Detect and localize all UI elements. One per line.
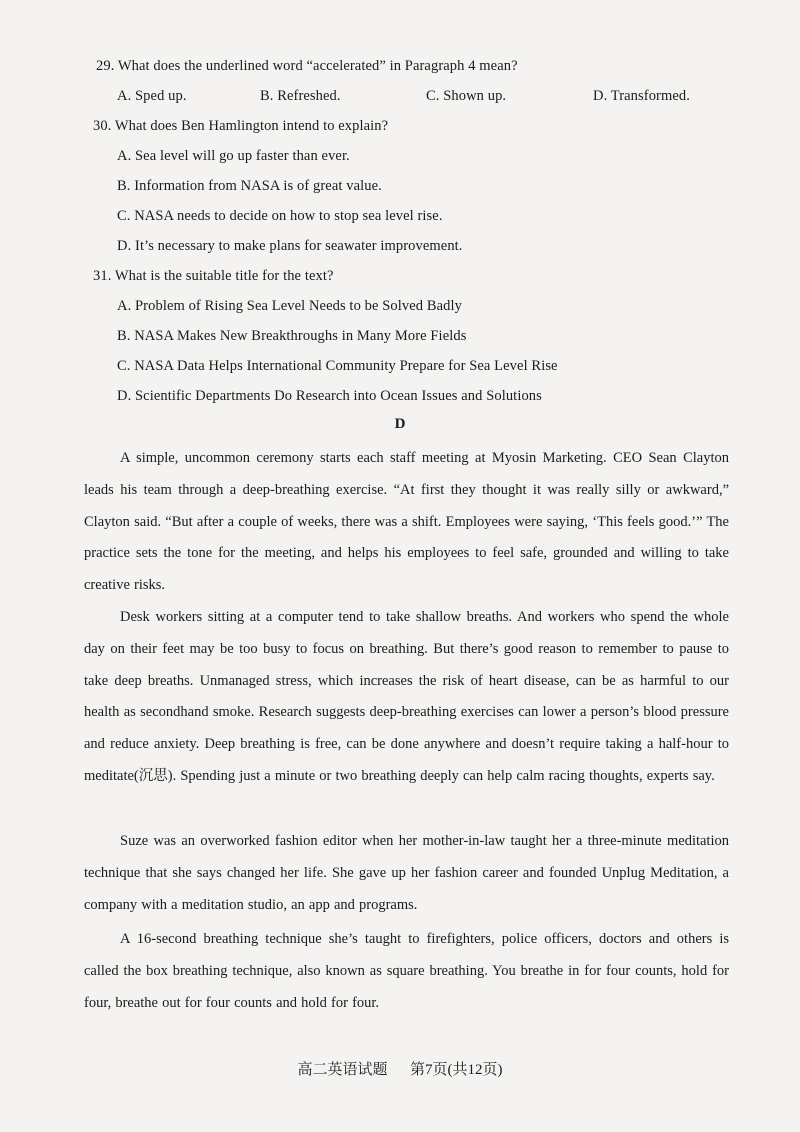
paragraph-text: A 16-second breathing technique she’s taught to firefighters, police officers, doctors and others is called the box breathing technique, also known as square breathing. You breathe in for four counts, hold for four, breathe out for four counts and hold for four. [84, 931, 729, 1011]
question-30-option-c: C. NASA needs to decide on how to stop sea level rise. [117, 208, 443, 224]
passage-paragraph-1 [84, 443, 729, 602]
question-31-option-d: D. Scientific Departments Do Research into Ocean Issues and Solutions [117, 388, 542, 404]
passage-paragraph-3 [84, 826, 729, 921]
question-29-option-c: C. Shown up. [426, 88, 507, 104]
question-29-option-a: A. Sped up. [117, 88, 187, 104]
footer-page-number: 第7页(共12页) [410, 1062, 503, 1078]
question-31-option-a: A. Problem of Rising Sea Level Needs to be Solved Badly [117, 298, 462, 314]
question-30-option-b: B. Information from NASA is of great value. [117, 178, 382, 194]
question-29-option-b: B. Refreshed. [260, 88, 341, 104]
question-31-option-b: B. NASA Makes New Breakthroughs in Many More Fields [117, 328, 467, 344]
question-29-option-d: D. Transformed. [593, 88, 690, 104]
question-31-option-c: C. NASA Data Helps International Community Prepare for Sea Level Rise [117, 358, 558, 374]
passage-paragraph-2 [84, 602, 729, 793]
question-30-stem: 30. What does Ben Hamlington intend to explain? [93, 118, 389, 134]
paragraph-text: A simple, uncommon ceremony starts each staff meeting at Myosin Marketing. CEO Sean Clayton leads his team through a deep-breathing exercise. “At first they thought it was really silly or awkward,” Clayton said. “But after a couple of weeks, there was a shift. Employees were saying, ‘This feels good.’” The practice sets the tone for the meeting, and helps his employees to feel safe, grounded and willing to take creative risks. [84, 450, 729, 594]
question-30-option-d: D. It’s necessary to make plans for seawater improvement. [117, 238, 463, 254]
question-31-stem: 31. What is the suitable title for the text? [93, 268, 334, 284]
question-29-stem: 29. What does the underlined word “accelerated” in Paragraph 4 mean? [96, 58, 518, 74]
page-footer [0, 1058, 800, 1079]
section-heading: D [394, 416, 406, 432]
footer-subject: 高二英语试题 [297, 1062, 388, 1078]
passage-paragraph-4 [84, 924, 729, 1019]
question-30-option-a: A. Sea level will go up faster than ever. [117, 148, 350, 164]
paragraph-text: Desk workers sitting at a computer tend to take shallow breaths. And workers who spend the whole day on their feet may be too busy to focus on breathing. But there’s good reason to remember to pause to take deep breaths. Unmanaged stress, which increases the risk of heart disease, can be as harmful to our health as secondhand smoke. Research suggests deep-breathing exercises can lower a person’s blood pressure and reduce anxiety. Deep breathing is free, can be done anywhere and doesn’t require taking a half-hour to meditate(沉思). Spending just a minute or two breathing deeply can help calm racing thoughts, experts say. [84, 609, 729, 784]
paragraph-text: Suze was an overworked fashion editor when her mother-in-law taught her a three-minute meditation technique that she says changed her life. She gave up her fashion career and founded Unplug Meditation, a company with a meditation studio, an app and programs. [84, 833, 729, 913]
